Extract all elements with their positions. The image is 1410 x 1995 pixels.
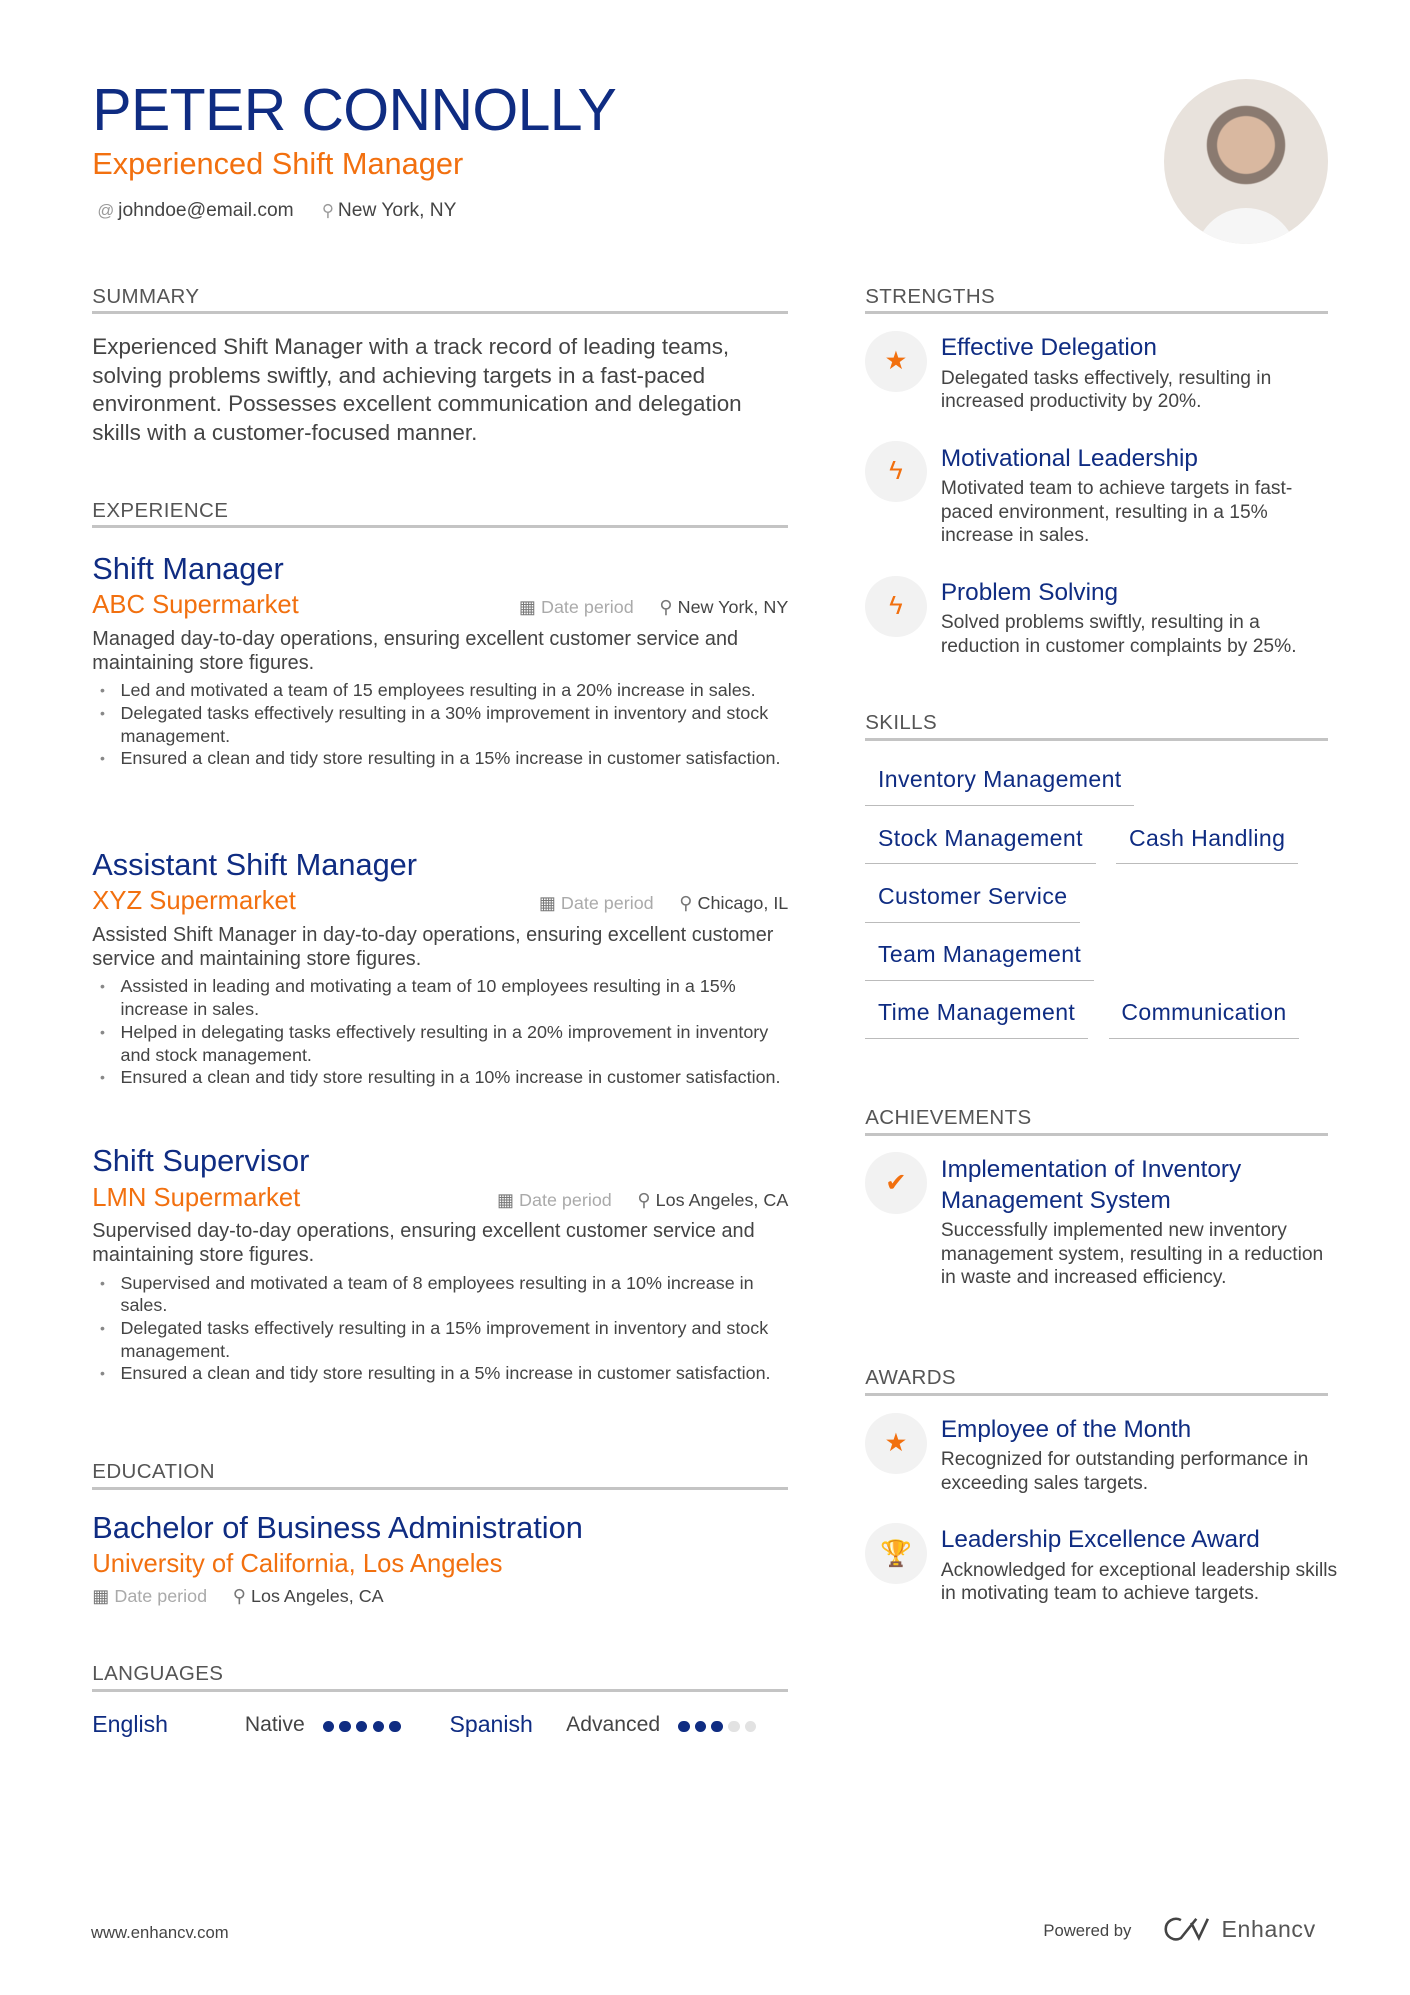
job-bullet: • Ensured a clean and tidy store resulting in a 15% increase in customer satisfaction. — [120, 747, 788, 770]
job-location: New York, NY — [677, 597, 789, 618]
skill-tag: Communication — [1109, 998, 1300, 1039]
award-item — [865, 1525, 1339, 1606]
calendar-icon: ▦ — [538, 893, 556, 914]
degree: Bachelor of Business Administration — [92, 1509, 583, 1545]
section-header-awards: AWARDS — [865, 1366, 1328, 1396]
section-header-summary: SUMMARY — [92, 285, 788, 315]
candidate-name: PETER CONNOLLY — [92, 77, 617, 143]
item-title: Implementation of Inventory Management System — [940, 1155, 1242, 1214]
section-header-education: EDUCATION — [92, 1460, 788, 1490]
skill-tag: Time Management — [865, 998, 1088, 1039]
job-description: Supervised day-to-day operations, ensuring excellent customer service and maintaining store figures. — [92, 1219, 755, 1267]
item-title: Motivational Leadership — [940, 444, 1198, 472]
company-name: XYZ Supermarket — [92, 887, 296, 916]
contact-info — [97, 200, 456, 222]
skill-tag: Stock Management — [865, 824, 1095, 865]
enhancv-brand: Enhancv — [1221, 1915, 1316, 1942]
summary-text: Experienced Shift Manager with a track record of leading teams, solving problems swiftly, and achieving targets in a fast-paced environment. Possesses excellent communication and delegation skills with a customer-focused manner. — [92, 334, 742, 445]
calendar-icon: ▦ — [92, 1585, 110, 1606]
filled-dot — [323, 1721, 335, 1733]
star-icon: ★ — [865, 1413, 927, 1475]
award-item — [865, 1415, 1339, 1496]
job-description: Managed day-to-day operations, ensuring excellent customer service and maintaining store figures. — [92, 627, 739, 675]
profile-photo — [1164, 79, 1328, 243]
language-level: Native — [244, 1712, 305, 1736]
languages-row — [92, 1711, 791, 1738]
job-bullets — [92, 679, 788, 770]
job-title: Shift Supervisor — [92, 1143, 310, 1179]
strength-item — [865, 333, 1339, 414]
language-name: Spanish — [449, 1711, 533, 1738]
filled-dot — [678, 1721, 690, 1733]
education-location: Los Angeles, CA — [251, 1585, 384, 1606]
job-bullet: • Delegated tasks effectively resulting in a 30% improvement in inventory and stock management. — [120, 702, 788, 747]
job-bullets — [92, 1272, 788, 1385]
date-period: Date period — [114, 1585, 208, 1606]
achievement-item — [865, 1155, 1339, 1290]
skills-list — [865, 765, 1339, 1057]
date-period: Date period — [540, 597, 634, 618]
item-description: Delegated tasks effectively, resulting in increased productivity by 20%. — [940, 367, 1272, 413]
item-title: Leadership Excellence Award — [940, 1526, 1260, 1554]
job-bullet: • Assisted in leading and motivating a team of 10 employees resulting in a 15% increase in sales. — [120, 975, 788, 1020]
skill-tag: Inventory Management — [865, 765, 1134, 806]
trophy-icon: 🏆 — [865, 1523, 927, 1585]
enhancv-logo[interactable] — [1163, 1915, 1316, 1943]
job-bullet: • Ensured a clean and tidy store resulting in a 5% increase in customer satisfaction. — [120, 1362, 788, 1385]
calendar-icon: ▦ — [518, 597, 536, 618]
item-description: Motivated team to achieve targets in fast-paced environment, resulting in a 15% increase in sales. — [940, 477, 1293, 547]
item-description: Acknowledged for exceptional leadership skills in motivating team to achieve targets. — [940, 1559, 1338, 1605]
language-proficiency-dots — [318, 1711, 401, 1738]
location-pin-icon: ⚲ — [679, 893, 693, 914]
company-name: LMN Supermarket — [92, 1183, 301, 1212]
location-pin-icon: ⚲ — [232, 1585, 246, 1606]
skill-tag: Customer Service — [865, 882, 1080, 923]
job-title: Shift Manager — [92, 550, 284, 586]
education-entry — [92, 1509, 788, 1607]
filled-dot — [695, 1721, 707, 1733]
section-header-experience: EXPERIENCE — [92, 499, 788, 529]
job-bullet: • Led and motivated a team of 15 employees resulting in a 20% increase in sales. — [120, 679, 788, 702]
section-header-skills: SKILLS — [865, 711, 1328, 741]
section-header-strengths: STRENGTHS — [865, 285, 1328, 315]
powered-by-label: Powered by — [1043, 1921, 1132, 1941]
location-pin-icon: ⚲ — [659, 597, 673, 618]
section-header-languages: LANGUAGES — [92, 1662, 788, 1692]
empty-dot — [745, 1721, 757, 1733]
job-bullet: • Ensured a clean and tidy store resulting in a 10% increase in customer satisfaction. — [120, 1066, 788, 1089]
section-header-achievements: ACHIEVEMENTS — [865, 1106, 1328, 1136]
filled-dot — [373, 1721, 385, 1733]
checkmark-icon: ✔ — [865, 1152, 927, 1214]
experience-entry — [92, 846, 788, 1089]
filled-dot — [711, 1721, 723, 1733]
at-icon: @ — [97, 200, 115, 220]
empty-dot — [728, 1721, 740, 1733]
skill-tag: Team Management — [865, 940, 1094, 981]
job-location: Chicago, IL — [697, 893, 789, 914]
footer-website[interactable]: www.enhancv.com — [91, 1922, 229, 1942]
job-bullet: • Delegated tasks effectively resulting in a 15% improvement in inventory and stock management. — [120, 1317, 788, 1362]
job-title: Assistant Shift Manager — [92, 846, 418, 882]
job-location: Los Angeles, CA — [655, 1189, 789, 1210]
date-period: Date period — [560, 893, 654, 914]
language-level: Advanced — [566, 1712, 661, 1736]
strength-item — [865, 578, 1339, 659]
filled-dot — [339, 1721, 351, 1733]
location-pin-icon: ⚲ — [321, 200, 335, 220]
job-bullet: • Helped in delegating tasks effectively resulting in a 20% improvement in inventory and stock management. — [120, 1021, 788, 1066]
item-description: Solved problems swiftly, resulting in a reduction in customer complaints by 25%. — [940, 612, 1297, 658]
item-title: Problem Solving — [940, 579, 1119, 607]
item-description: Successfully implemented new inventory management system, resulting in a reduction in waste and increased efficiency. — [940, 1219, 1324, 1289]
item-description: Recognized for outstanding performance in exceeding sales targets. — [940, 1449, 1309, 1495]
lightning-bolt-icon: ϟ — [865, 441, 927, 503]
enhancv-logo-icon — [1163, 1915, 1212, 1943]
filled-dot — [356, 1721, 368, 1733]
experience-entry — [92, 550, 788, 770]
school: University of California, Los Angeles — [92, 1550, 503, 1579]
location-pin-icon: ⚲ — [637, 1189, 651, 1210]
lightning-bolt-icon: ϟ — [865, 576, 927, 638]
job-description: Assisted Shift Manager in day-to-day operations, ensuring excellent customer service and maintaining store figures. — [92, 923, 774, 971]
language-name: English — [92, 1711, 168, 1738]
company-name: ABC Supermarket — [92, 591, 299, 620]
calendar-icon: ▦ — [496, 1189, 514, 1210]
star-icon: ★ — [865, 331, 927, 393]
date-period: Date period — [519, 1189, 612, 1210]
skill-tag: Cash Handling — [1116, 824, 1298, 865]
job-bullets — [92, 975, 788, 1088]
email[interactable]: johndoe@email.com — [118, 199, 294, 221]
filled-dot — [389, 1721, 401, 1733]
item-title: Employee of the Month — [940, 1416, 1192, 1444]
candidate-title: Experienced Shift Manager — [92, 146, 464, 182]
experience-entry — [92, 1142, 788, 1385]
location: New York, NY — [337, 199, 457, 221]
strength-item — [865, 444, 1339, 548]
language-proficiency-dots — [673, 1711, 756, 1738]
job-bullet: • Supervised and motivated a team of 8 employees resulting in a 10% increase in sales. — [120, 1272, 788, 1317]
item-title: Effective Delegation — [940, 334, 1157, 362]
